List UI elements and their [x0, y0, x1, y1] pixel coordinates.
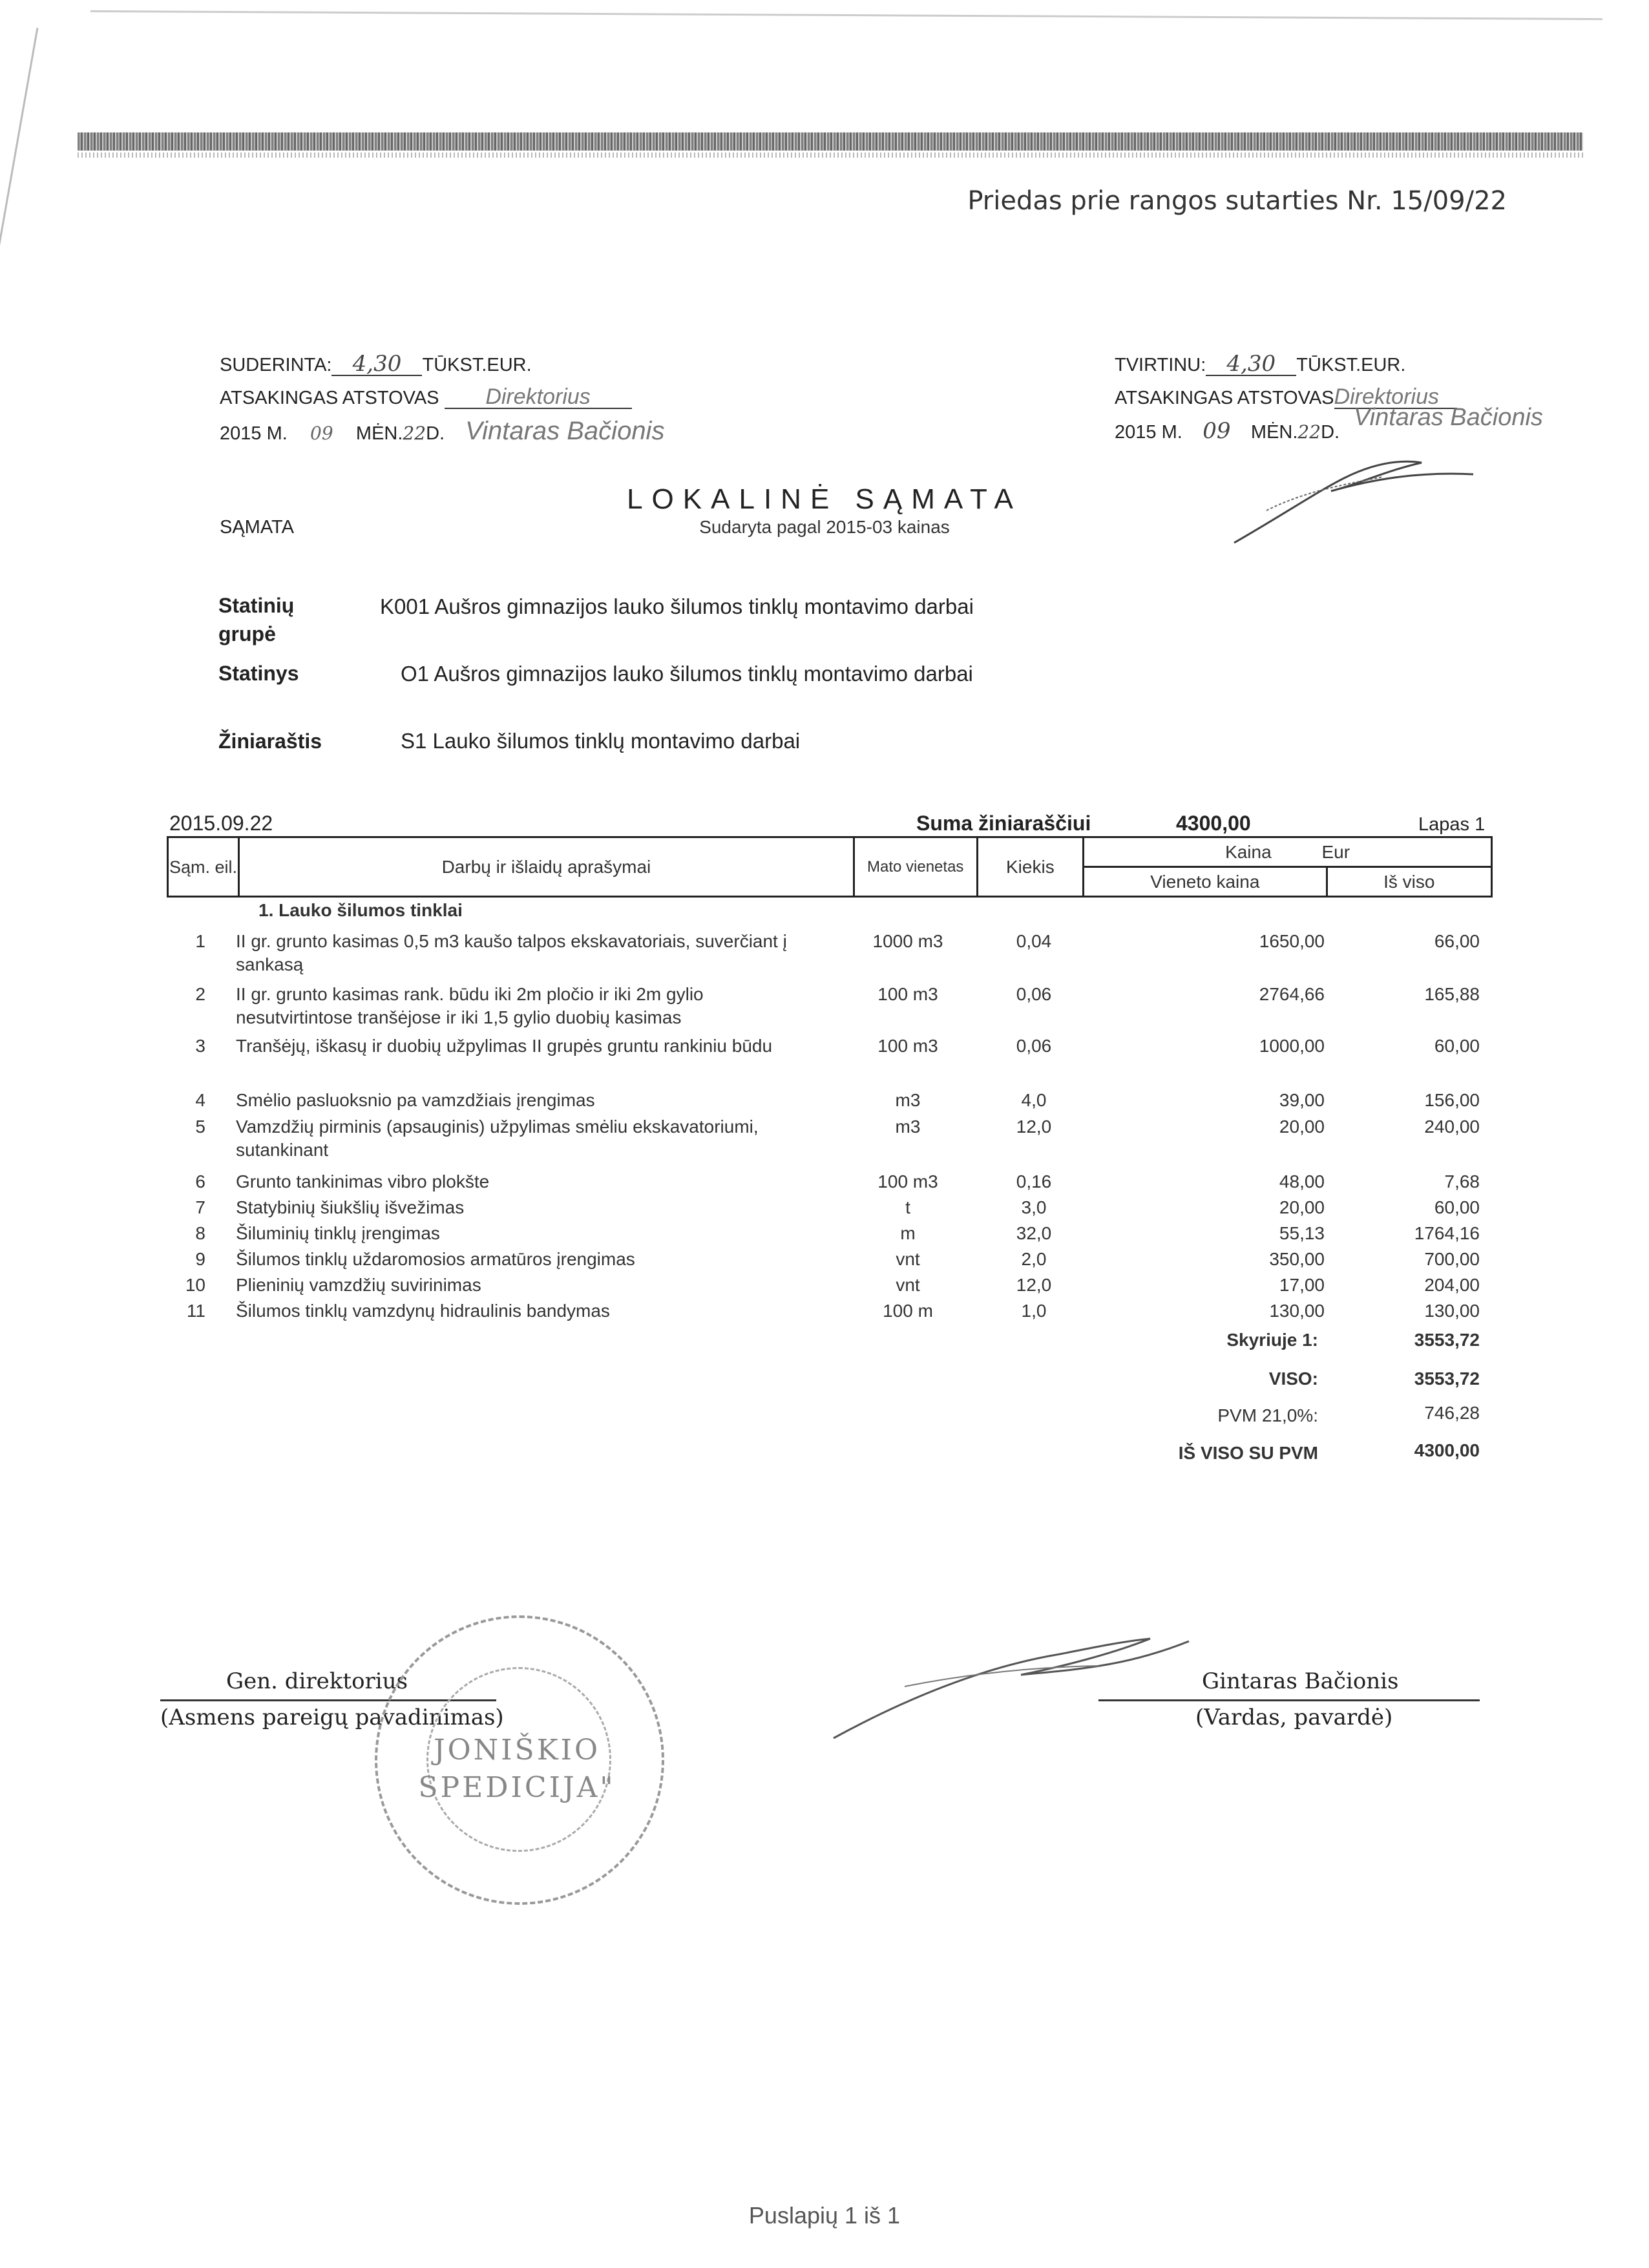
- row-unit: t: [905, 1197, 910, 1217]
- row-description: Statybinių šiukšlių išvežimas: [236, 1197, 465, 1217]
- agreed-year: 2015 M.: [220, 423, 288, 444]
- row-description-cont: sutankinant: [236, 1140, 329, 1160]
- approve-rep-label: ATSAKINGAS ATSTOVAS: [1115, 388, 1334, 408]
- row-unit-price: 17,00: [1279, 1275, 1325, 1295]
- approve-line: [1115, 349, 1457, 382]
- approve-rep-stamp-title: Direktorius: [1334, 384, 1439, 409]
- row-description: Grunto tankinimas vibro plokšte: [236, 1171, 490, 1192]
- total-vat-label: PVM 21,0%:: [1217, 1405, 1318, 1425]
- row-unit-price: 350,00: [1269, 1249, 1325, 1269]
- row-description: Šilumos tinklų vamzdynų hidraulinis bandymas: [236, 1301, 610, 1321]
- meta-label-group: Statinių grupė: [218, 594, 295, 646]
- approve-day-label: D.: [1321, 422, 1340, 443]
- total-viso-value: 3553,72: [1414, 1369, 1480, 1389]
- row-quantity: 0,16: [1016, 1171, 1052, 1192]
- row-number: 11: [186, 1301, 205, 1321]
- grand-total-value: 4300,00: [1414, 1440, 1480, 1460]
- row-number: 4: [195, 1090, 205, 1110]
- row-description: Vamzdžių pirminis (apsauginis) užpylimas smėliu ekskavatoriumi,: [236, 1117, 759, 1137]
- row-quantity: 1,0: [1021, 1301, 1047, 1321]
- agreed-block: [220, 349, 664, 450]
- row-unit-price: 2764,66: [1259, 984, 1325, 1004]
- row-total: 60,00: [1434, 1197, 1480, 1217]
- meta-label-sheet: Žiniaraštis: [218, 730, 322, 753]
- meta-value-sheet: S1 Lauko šilumos tinklų montavimo darbai: [401, 729, 801, 753]
- row-quantity: 32,0: [1016, 1223, 1052, 1243]
- row-quantity: 0,04: [1016, 931, 1052, 951]
- row-unit: 100 m: [883, 1301, 933, 1321]
- row-quantity: 12,0: [1016, 1275, 1052, 1295]
- row-total: 60,00: [1434, 1036, 1480, 1056]
- row-unit: vnt: [896, 1249, 920, 1269]
- estimate-table-header: [167, 836, 1493, 898]
- row-unit-price: 48,00: [1279, 1171, 1325, 1192]
- row-number: 10: [185, 1275, 205, 1295]
- row-number: 5: [195, 1117, 205, 1137]
- agreed-label: SUDERINTA:: [220, 355, 332, 375]
- row-description: Šilumos tinklų uždaromosios armatūros įrengimas: [236, 1249, 635, 1269]
- approve-amount: 4,30: [1206, 353, 1296, 376]
- approve-month: 09: [1203, 418, 1231, 444]
- agreed-rep-label: ATSAKINGAS ATSTOVAS: [220, 388, 439, 408]
- approve-currency: TŪKST.EUR.: [1296, 355, 1406, 375]
- row-total: 240,00: [1424, 1117, 1480, 1137]
- grand-total-label: IŠ VISO SU PVM: [1178, 1443, 1318, 1463]
- sheet-page: Lapas 1: [1418, 814, 1486, 835]
- page-subtitle: Sudaryta pagal 2015-03 kainas: [699, 517, 950, 537]
- row-unit-price: 20,00: [1279, 1117, 1325, 1137]
- sheet-sum-value: 4300,00: [1176, 812, 1251, 835]
- row-description: Smėlio pasluoksnio pa vamzdžiais įrengimas: [236, 1090, 595, 1110]
- page-counter: Puslapių 1 iš 1: [748, 2202, 901, 2229]
- row-number: 8: [195, 1223, 205, 1243]
- sheet-sum-label: Suma žiniaraščiui: [916, 812, 1091, 835]
- row-quantity: 0,06: [1016, 1036, 1052, 1056]
- row-unit: 100 m3: [877, 984, 938, 1004]
- meta-value-building: O1 Aušros gimnazijos lauko šilumos tinklų montavimo darbai: [401, 662, 973, 686]
- stamp-line-2: SPEDICIJA": [418, 1771, 616, 1804]
- sheet-date: 2015.09.22: [169, 812, 273, 835]
- approve-block: [1115, 349, 1457, 449]
- row-unit-price: 39,00: [1279, 1090, 1325, 1110]
- row-total: 66,00: [1434, 931, 1480, 951]
- company-stamp-text: [388, 1732, 646, 1807]
- row-total: 7,68: [1444, 1171, 1480, 1192]
- th-price-label: Kaina: [1225, 841, 1272, 862]
- name-caption: (Vardas, pavardė): [1195, 1705, 1393, 1730]
- row-number: 1: [195, 931, 205, 951]
- approve-month-label: MĖN.: [1250, 422, 1298, 443]
- stamp-line-1: JONIŠKIO: [433, 1734, 601, 1767]
- agreed-amount: 4,30: [331, 353, 422, 376]
- row-description: Plieninių vamzdžių suvirinimas: [236, 1275, 481, 1295]
- row-unit: vnt: [896, 1275, 920, 1295]
- row-description: II gr. grunto kasimas 0,5 m3 kaušo talpos ekskavatoriais, suverčiant į: [236, 931, 787, 951]
- row-unit-price: 1000,00: [1259, 1036, 1325, 1056]
- row-number: 3: [195, 1036, 205, 1056]
- position-caption: (Asmens pareigų pavadinimas): [160, 1705, 504, 1730]
- th-total: Iš viso: [1327, 867, 1491, 897]
- th-unit-price: Vieneto kaina: [1084, 867, 1327, 897]
- scan-edge-top: [90, 10, 1602, 20]
- th-price-group: [1084, 837, 1492, 867]
- agreed-day-label: D.: [426, 423, 445, 444]
- agreed-rep-stamp-title: Direktorius: [485, 384, 591, 409]
- row-number: 6: [195, 1171, 205, 1192]
- th-qty: Kiekis: [977, 837, 1084, 897]
- agreed-line: [220, 349, 664, 382]
- row-quantity: 4,0: [1021, 1090, 1047, 1110]
- row-unit: 100 m3: [877, 1036, 938, 1056]
- total-viso-label: VISO:: [1268, 1369, 1318, 1389]
- meta-label-building: Statinys: [218, 662, 299, 685]
- row-number: 9: [195, 1249, 205, 1269]
- agreed-rep-line: [220, 382, 664, 415]
- row-quantity: 3,0: [1021, 1197, 1047, 1217]
- section-title: 1. Lauko šilumos tinklai: [258, 900, 463, 920]
- row-quantity: 0,06: [1016, 984, 1052, 1004]
- approve-year: 2015 M.: [1115, 422, 1182, 443]
- row-total: 1764,16: [1414, 1223, 1480, 1243]
- approve-day: 22: [1297, 421, 1321, 443]
- smata-label: SĄMATA: [220, 517, 294, 538]
- signatory-name: Gintaras Bačionis: [1202, 1668, 1399, 1694]
- row-description-cont: sankasą: [236, 954, 304, 974]
- row-number: 2: [195, 984, 205, 1004]
- scan-noise-bar-thin: [78, 152, 1583, 158]
- row-total: 165,88: [1424, 984, 1480, 1004]
- agreed-month-label: MĖN.: [355, 423, 403, 444]
- row-total: 700,00: [1424, 1249, 1480, 1269]
- page-title: LOKALINĖ SĄMATA: [627, 483, 1022, 515]
- row-unit-price: 20,00: [1279, 1197, 1325, 1217]
- agreed-rep-stamp-name: Vintaras Bačionis: [465, 417, 665, 445]
- row-description: Šiluminių tinklų įrengimas: [236, 1223, 440, 1243]
- row-unit: 1000 m3: [872, 931, 943, 951]
- row-unit: m3: [895, 1117, 921, 1137]
- total-vat-value: 746,28: [1424, 1403, 1480, 1423]
- signatory-signature: [827, 1615, 1241, 1745]
- row-quantity: 2,0: [1021, 1249, 1047, 1269]
- row-unit-price: 130,00: [1269, 1301, 1325, 1321]
- row-number: 7: [195, 1197, 205, 1217]
- row-quantity: 12,0: [1016, 1117, 1052, 1137]
- approve-label: TVIRTINU:: [1115, 355, 1206, 375]
- agreed-date-line: [220, 415, 664, 450]
- row-unit-price: 55,13: [1279, 1223, 1325, 1243]
- row-unit: m3: [895, 1090, 921, 1110]
- row-description: Tranšėjų, iškasų ir duobių užpylimas II grupės gruntu rankiniu būdu: [236, 1036, 773, 1056]
- agreed-day: 22: [403, 423, 426, 444]
- total-section-label: Skyriuje 1:: [1226, 1330, 1318, 1350]
- row-unit-price: 1650,00: [1259, 931, 1325, 951]
- row-total: 130,00: [1424, 1301, 1480, 1321]
- scan-noise-bar: [78, 132, 1583, 151]
- approve-rep-stamp-name: Vintaras Bačionis: [1354, 404, 1543, 431]
- agreed-month: 09: [310, 423, 333, 444]
- row-total: 204,00: [1424, 1275, 1480, 1295]
- annex-reference: Priedas prie rangos sutarties Nr. 15/09/22: [967, 186, 1507, 216]
- meta-value-group: K001 Aušros gimnazijos lauko šilumos tinklų montavimo darbai: [380, 594, 974, 618]
- scan-edge-left: [0, 28, 38, 295]
- row-unit: m: [900, 1223, 916, 1243]
- th-unit: Mato vienetas: [854, 837, 977, 897]
- row-description-cont: nesutvirtintose tranšėjose ir iki 1,5 gylio duobių kasimas: [236, 1007, 682, 1027]
- row-description: II gr. grunto kasimas rank. būdu iki 2m pločio ir iki 2m gylio: [236, 984, 704, 1004]
- th-currency: Eur: [1321, 841, 1350, 862]
- agreed-currency: TŪKST.EUR.: [422, 355, 532, 375]
- row-unit: 100 m3: [877, 1171, 938, 1192]
- row-total: 156,00: [1424, 1090, 1480, 1110]
- th-no: Sąm. eil.: [168, 837, 239, 897]
- signatory-position: Gen. direktorius: [226, 1668, 408, 1694]
- total-section-value: 3553,72: [1414, 1330, 1480, 1350]
- th-desc: Darbų ir išlaidų aprašymai: [239, 837, 854, 897]
